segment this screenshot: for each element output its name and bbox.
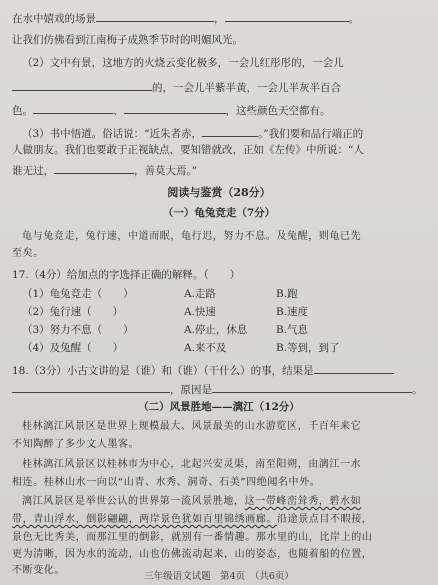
underlined-text: 带，青山浮水，倒影翩翩，两岸景色犹如百里锦绣画廊。	[12, 514, 277, 525]
text-line	[12, 102, 331, 118]
q17-row-2-option-b[interactable]: B.速度	[276, 306, 309, 318]
text-line	[12, 143, 364, 157]
q17-row-1-option-b[interactable]: B.跑	[276, 288, 298, 300]
passage-line: 不断变化。	[12, 565, 65, 576]
line-text: ，	[214, 13, 225, 25]
passage-line: 相连。桂林山水一向以“山青、水秀、洞奇、石美”四绝闻名中外。	[12, 477, 321, 488]
subsection-title: （一）龟兔竞走（7分）	[162, 207, 276, 219]
answer-blank[interactable]	[96, 10, 214, 22]
line-text: 人做朋友。我们也要敢于正视缺点，要知错就改，正如《左传》中所说：“人	[12, 144, 364, 156]
q17-row-2-option-a[interactable]: A.快速	[184, 306, 216, 318]
line-text: 、	[113, 105, 124, 117]
passage-line	[22, 495, 361, 509]
passage-text: 沿途景点目不暇接，	[277, 514, 373, 525]
answer-blank[interactable]	[54, 162, 134, 174]
line-text: （2）文中有景，这地方的火烧云变化极多，一会儿红彤彤的，一会儿	[22, 57, 344, 69]
line-text: 在水中嬉戏的场景	[12, 13, 96, 25]
answer-blank[interactable]	[225, 10, 349, 22]
q17-row-3-option-a[interactable]: A.停止，休息	[184, 324, 248, 336]
question-18-text: ，原因是	[170, 384, 212, 396]
line-text: ，善莫大焉。”	[134, 165, 198, 177]
question-18-line	[12, 381, 423, 397]
question-18-line	[12, 362, 394, 378]
answer-blank[interactable]	[212, 381, 412, 393]
passage-line: 龟与兔竞走，兔行速，中道而眠，龟行迟，努力不息。及兔醒，则龟已先	[22, 231, 362, 242]
line-text: （3）书中悟道。俗话说：“近朱者赤，	[22, 128, 203, 140]
q17-row-4-label: （4）及兔醒（ ）	[22, 342, 124, 354]
passage-line	[12, 513, 372, 527]
q17-row-1-option-a[interactable]: A.走路	[184, 288, 216, 300]
q17-row-4-option-a[interactable]: A.来不及	[184, 342, 227, 354]
question-18-text: 。	[412, 384, 423, 396]
line-text: 的，一会儿半紫半黄，一会儿半灰半百合	[152, 82, 341, 94]
text-line	[12, 79, 341, 95]
answer-blank[interactable]	[12, 79, 152, 91]
subsection-title: （二）风景胜地——漓江（12分）	[138, 401, 300, 413]
passage-line: 不知陶醉了多少文人墨客。	[12, 439, 140, 450]
line-text: 。”我们要和品行端正的	[258, 128, 364, 140]
line-text: ，这些颜色天空都有。	[225, 105, 331, 117]
question-18-stem: 18.（3分）小古文讲的是（谁）和（谁）（干什么）的事，结果是	[12, 365, 314, 377]
q17-row-1-label: （1）龟兔竞走（ ）	[22, 288, 134, 300]
passage-line: 景色无比秀美，而那江里的倒影，就别有一番情趣。那水里的山，比岸上的山	[12, 532, 373, 543]
passage-text: 漓江风景区是举世公认的世界第一流风景胜地，	[22, 496, 245, 507]
text-line	[12, 10, 359, 26]
line-text: 让我们仿佛看到江南梅子成熟季节时的明媚风光。	[12, 34, 243, 46]
q17-row-2-label: （2）兔行速（ ）	[22, 306, 124, 318]
answer-blank[interactable]	[12, 381, 170, 393]
text-line	[22, 125, 363, 141]
passage-line: 桂林漓江风景区是世界上规模最大、风景最美的山水游览区，千百年来它	[22, 421, 362, 432]
passage-line: 更为清晰，因为水的流动，山也仿佛流动起来，山的姿态，也随着船的位置，	[12, 549, 373, 560]
underlined-text: 这一带峰峦耸秀，碧水如	[244, 496, 362, 507]
text-line	[12, 33, 243, 47]
line-text: 谁无过，	[12, 165, 54, 177]
q17-row-3-label: （3）努力不息（ ）	[22, 324, 134, 336]
line-text: 色。	[12, 105, 33, 117]
answer-blank[interactable]	[202, 125, 258, 137]
answer-blank[interactable]	[33, 102, 113, 114]
question-17-stem: 17.（4分）给加点的字选择正确的解释。（ ）	[12, 269, 241, 281]
section-title: 阅读与鉴赏（28分）	[167, 186, 271, 199]
passage-line: 桂林漓江风景区以桂林市为中心，北起兴安灵渠，南至阳朔，由漓江一水	[22, 459, 362, 470]
answer-blank[interactable]	[314, 362, 394, 374]
text-line	[12, 162, 197, 178]
q17-row-3-option-b[interactable]: B.气息	[276, 324, 309, 336]
page-footer: 三年级语文试题 第4页 （共6页）	[144, 571, 294, 582]
line-text: 。	[348, 13, 359, 25]
passage-line: 至矣。	[12, 248, 44, 259]
q17-row-4-option-b[interactable]: B.等到，到了	[276, 342, 340, 354]
answer-blank[interactable]	[124, 102, 226, 114]
text-line	[22, 56, 344, 70]
